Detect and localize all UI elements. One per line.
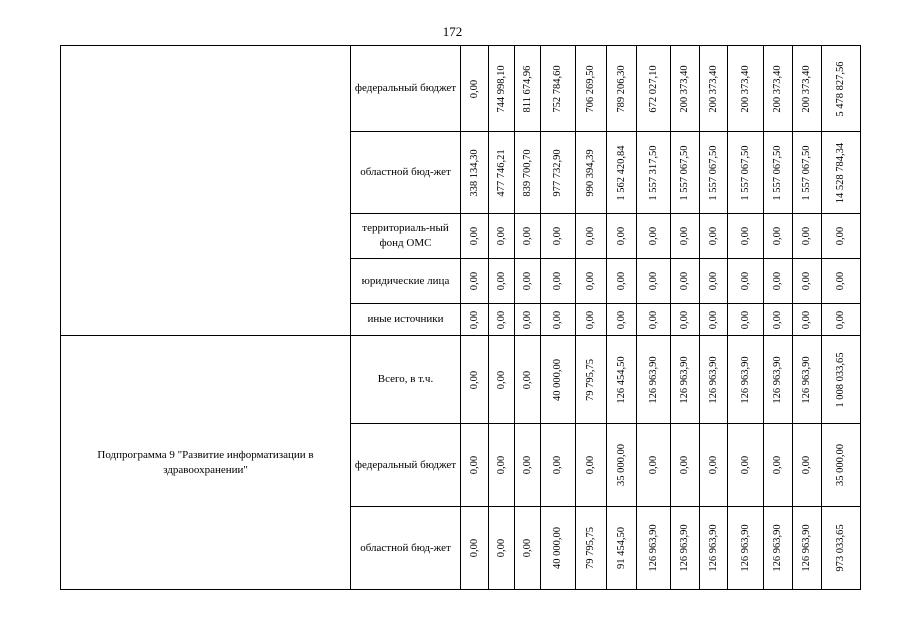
value-cell <box>764 304 793 336</box>
value-cell <box>728 46 764 132</box>
value-text: 1 557 067,50 <box>707 144 719 201</box>
value-cell <box>461 214 489 259</box>
value-text: 126 963,90 <box>739 524 751 572</box>
value-text: 0,00 <box>835 226 846 246</box>
value-cell <box>515 336 541 424</box>
value-cell <box>764 46 793 132</box>
value-cell <box>515 132 541 214</box>
value-text: 0,00 <box>835 271 846 291</box>
value-cell <box>576 214 607 259</box>
funding-source-cell: иные источники <box>351 304 461 336</box>
value-cell <box>607 424 637 507</box>
value-cell <box>793 259 822 304</box>
table-row <box>61 46 861 132</box>
funding-source-cell: федеральный бюджет <box>351 424 461 507</box>
value-cell <box>515 507 541 590</box>
value-text: 0,00 <box>647 271 659 291</box>
value-text: 973 033,65 <box>835 524 846 572</box>
value-cell <box>607 214 637 259</box>
value-text: 0,00 <box>647 226 659 246</box>
value-cell <box>541 259 576 304</box>
value-cell <box>728 336 764 424</box>
value-text: 40 000,00 <box>552 527 563 569</box>
value-cell <box>700 424 728 507</box>
value-cell <box>515 214 541 259</box>
value-text: 0,00 <box>468 79 480 98</box>
value-text: 0,00 <box>468 370 480 389</box>
value-text: 0,00 <box>679 455 690 475</box>
value-text: 0,00 <box>679 310 690 329</box>
value-cell <box>728 132 764 214</box>
value-text: 672 027,10 <box>647 64 659 113</box>
value-cell <box>637 336 671 424</box>
value-cell <box>489 132 515 214</box>
value-text: 0,00 <box>585 226 596 246</box>
value-cell <box>671 46 700 132</box>
value-text: 0,00 <box>468 226 480 246</box>
value-cell <box>671 304 700 336</box>
value-cell <box>700 304 728 336</box>
value-text: 0,00 <box>739 271 751 291</box>
value-text: 744 998,10 <box>495 64 507 113</box>
value-text: 0,00 <box>552 271 563 291</box>
value-text: 126 454,50 <box>615 355 627 404</box>
value-cell <box>461 46 489 132</box>
value-cell <box>461 336 489 424</box>
value-text: 1 008 033,65 <box>835 351 846 408</box>
value-cell <box>637 259 671 304</box>
value-cell <box>822 336 861 424</box>
value-text: 0,00 <box>495 271 507 291</box>
value-text: 126 963,90 <box>739 355 751 404</box>
value-text: 0,00 <box>615 271 627 291</box>
value-cell <box>489 304 515 336</box>
value-cell <box>764 214 793 259</box>
value-text: 789 206,30 <box>615 64 627 113</box>
funding-source-cell: территориаль-ный фонд ОМС <box>351 214 461 259</box>
page-number: 172 <box>442 24 463 39</box>
value-text: 0,00 <box>468 310 480 329</box>
value-cell <box>728 304 764 336</box>
value-cell <box>728 424 764 507</box>
value-text: 91 454,50 <box>615 527 627 569</box>
value-cell <box>461 304 489 336</box>
value-cell <box>822 132 861 214</box>
value-text: 35 000,00 <box>835 444 846 486</box>
value-cell <box>764 507 793 590</box>
value-cell <box>489 424 515 507</box>
value-text: 0,00 <box>585 455 596 475</box>
value-cell <box>576 304 607 336</box>
value-text: 0,00 <box>835 310 846 329</box>
value-cell <box>793 424 822 507</box>
value-text: 1 557 317,50 <box>647 144 659 201</box>
value-text: 0,00 <box>521 370 533 389</box>
value-text: 126 963,90 <box>679 524 690 572</box>
value-cell <box>541 336 576 424</box>
value-text: 0,00 <box>739 226 751 246</box>
funding-source-cell: областной бюд-жет <box>351 507 461 590</box>
value-cell <box>461 424 489 507</box>
value-cell <box>822 214 861 259</box>
value-text: 200 373,40 <box>801 64 812 113</box>
value-text: 0,00 <box>552 455 563 475</box>
value-cell <box>637 507 671 590</box>
value-cell <box>637 214 671 259</box>
value-cell <box>700 336 728 424</box>
value-text: 0,00 <box>615 310 627 329</box>
value-cell <box>515 46 541 132</box>
value-text: 0,00 <box>495 538 507 558</box>
value-cell <box>576 132 607 214</box>
value-text: 200 373,40 <box>772 64 783 113</box>
program-name-cell <box>61 46 351 336</box>
value-text: 977 732,90 <box>552 148 563 197</box>
value-cell <box>607 336 637 424</box>
value-cell <box>822 304 861 336</box>
value-text: 0,00 <box>772 271 783 291</box>
value-cell <box>671 336 700 424</box>
value-text: 200 373,40 <box>679 64 690 113</box>
value-text: 0,00 <box>495 370 507 389</box>
value-text: 0,00 <box>521 271 533 291</box>
value-text: 1 557 067,50 <box>772 144 783 201</box>
program-name-cell: Подпрограмма 9 "Развитие информатизации в здравоохранении" <box>61 336 351 590</box>
value-text: 5 478 827,56 <box>835 60 846 117</box>
value-text: 0,00 <box>772 455 783 475</box>
value-text: 0,00 <box>772 226 783 246</box>
value-text: 0,00 <box>468 271 480 291</box>
value-cell <box>576 424 607 507</box>
value-text: 1 557 067,50 <box>801 144 812 201</box>
value-cell <box>793 507 822 590</box>
value-text: 0,00 <box>679 271 690 291</box>
value-text: 126 963,90 <box>707 355 719 404</box>
value-cell <box>461 259 489 304</box>
value-text: 0,00 <box>801 226 812 246</box>
value-text: 0,00 <box>801 310 812 329</box>
value-text: 79 795,75 <box>585 527 596 569</box>
value-cell <box>489 259 515 304</box>
value-cell <box>461 507 489 590</box>
value-text: 1 557 067,50 <box>679 144 690 201</box>
value-text: 0,00 <box>521 226 533 246</box>
value-text: 35 000,00 <box>615 444 627 486</box>
value-text: 752 784,60 <box>552 64 563 113</box>
value-text: 477 746,21 <box>495 148 507 197</box>
value-text: 1 557 067,50 <box>739 144 751 201</box>
value-cell <box>822 46 861 132</box>
value-text: 0,00 <box>707 310 719 329</box>
value-cell <box>728 214 764 259</box>
value-cell <box>607 507 637 590</box>
value-text: 0,00 <box>495 226 507 246</box>
value-cell <box>822 424 861 507</box>
value-cell <box>764 259 793 304</box>
value-cell <box>822 507 861 590</box>
value-cell <box>515 424 541 507</box>
value-cell <box>576 336 607 424</box>
value-text: 126 963,90 <box>679 355 690 404</box>
value-text: 0,00 <box>552 226 563 246</box>
value-cell <box>515 259 541 304</box>
value-text: 0,00 <box>647 455 659 475</box>
value-cell <box>607 304 637 336</box>
value-cell <box>541 46 576 132</box>
value-cell <box>461 132 489 214</box>
value-text: 126 963,90 <box>801 524 812 572</box>
value-text: 0,00 <box>552 310 563 329</box>
value-text: 126 963,90 <box>647 524 659 572</box>
value-cell <box>607 46 637 132</box>
value-cell <box>576 46 607 132</box>
value-text: 0,00 <box>739 455 751 475</box>
value-text: 79 795,75 <box>585 358 596 401</box>
value-cell <box>489 214 515 259</box>
value-text: 0,00 <box>679 226 690 246</box>
value-cell <box>793 336 822 424</box>
value-cell <box>700 507 728 590</box>
value-cell <box>728 259 764 304</box>
value-cell <box>793 46 822 132</box>
value-text: 0,00 <box>801 271 812 291</box>
value-cell <box>576 259 607 304</box>
value-text: 126 963,90 <box>772 524 783 572</box>
value-cell <box>700 214 728 259</box>
value-cell <box>541 214 576 259</box>
value-text: 0,00 <box>585 310 596 329</box>
value-text: 839 700,70 <box>521 148 533 197</box>
value-cell <box>637 304 671 336</box>
value-text: 0,00 <box>707 226 719 246</box>
funding-source-cell: областной бюд-жет <box>351 132 461 214</box>
value-cell <box>793 214 822 259</box>
budget-table <box>60 45 861 590</box>
value-cell <box>637 132 671 214</box>
value-text: 0,00 <box>521 538 533 558</box>
funding-source-cell: Всего, в т.ч. <box>351 336 461 424</box>
value-cell <box>671 259 700 304</box>
value-cell <box>764 336 793 424</box>
value-text: 0,00 <box>801 455 812 475</box>
value-cell <box>541 304 576 336</box>
value-cell <box>489 336 515 424</box>
value-cell <box>700 132 728 214</box>
value-text: 0,00 <box>495 455 507 475</box>
value-text: 0,00 <box>739 310 751 329</box>
value-cell <box>489 46 515 132</box>
value-cell <box>515 304 541 336</box>
value-text: 126 963,90 <box>707 524 719 572</box>
value-text: 0,00 <box>468 455 480 475</box>
value-text: 200 373,40 <box>739 64 751 113</box>
value-cell <box>671 132 700 214</box>
value-cell <box>541 132 576 214</box>
value-text: 126 963,90 <box>647 355 659 404</box>
value-text: 0,00 <box>707 271 719 291</box>
value-cell <box>728 507 764 590</box>
value-cell <box>671 424 700 507</box>
table-row <box>61 336 861 424</box>
value-cell <box>764 424 793 507</box>
value-cell <box>541 424 576 507</box>
value-text: 0,00 <box>495 310 507 329</box>
value-text: 706 269,50 <box>585 64 596 113</box>
value-text: 0,00 <box>615 226 627 246</box>
value-text: 0,00 <box>585 271 596 291</box>
value-text: 126 963,90 <box>772 355 783 404</box>
value-cell <box>671 214 700 259</box>
value-cell <box>576 507 607 590</box>
value-text: 0,00 <box>772 310 783 329</box>
value-text: 40 000,00 <box>552 358 563 401</box>
value-text: 811 674,96 <box>521 65 533 112</box>
value-text: 1 562 420,84 <box>615 144 627 201</box>
value-cell <box>671 507 700 590</box>
funding-source-cell: юридические лица <box>351 259 461 304</box>
value-cell <box>793 304 822 336</box>
value-cell <box>637 424 671 507</box>
value-text: 990 394,39 <box>585 148 596 197</box>
value-cell <box>700 259 728 304</box>
value-text: 0,00 <box>647 310 659 329</box>
value-cell <box>822 259 861 304</box>
value-cell <box>607 132 637 214</box>
value-cell <box>793 132 822 214</box>
value-text: 0,00 <box>707 455 719 475</box>
value-cell <box>764 132 793 214</box>
value-text: 126 963,90 <box>801 355 812 404</box>
value-cell <box>637 46 671 132</box>
value-text: 0,00 <box>521 455 533 475</box>
value-cell <box>489 507 515 590</box>
value-text: 14 528 784,34 <box>835 142 846 203</box>
value-text: 200 373,40 <box>707 64 719 113</box>
value-text: 338 134,30 <box>468 148 480 197</box>
funding-source-cell: федеральный бюджет <box>351 46 461 132</box>
value-cell <box>607 259 637 304</box>
value-cell <box>541 507 576 590</box>
value-text: 0,00 <box>468 538 480 558</box>
value-cell <box>700 46 728 132</box>
value-text: 0,00 <box>521 310 533 329</box>
